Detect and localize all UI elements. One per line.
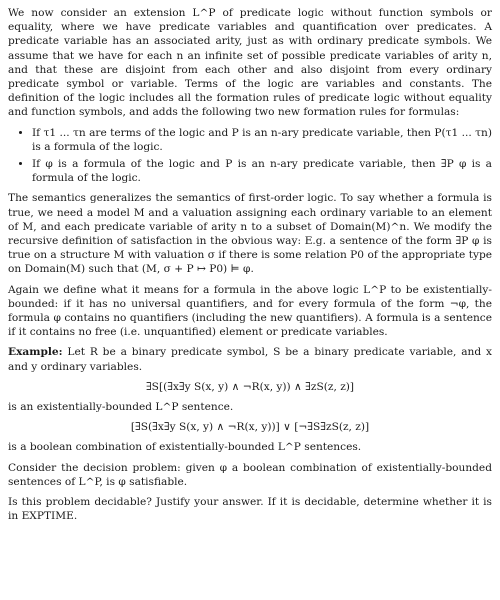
example-label: Example: bbox=[8, 346, 63, 359]
existential-paragraph: Again we define what it means for a formula in the above logic L^P to be existentially-bounded: if it has no universal quantifiers, and for every formula of the form ¬φ, the formula φ contains no quantifiers (including the new quantifiers). A formula is a sentence if it contains no free (i.e. unquantified) element or predicate variables. bbox=[8, 283, 492, 339]
decision-paragraph: Consider the decision problem: given φ a boolean combination of existentially-bounded sentences of L^P, is φ satisfiable. bbox=[8, 461, 492, 488]
formula-2-caption: is a boolean combination of existentially-bounded L^P sentences. bbox=[8, 441, 362, 454]
formula-1: ∃S[(∃x∃y S(x, y) ∧ ¬R(x, y)) ∧ ∃zS(z, z)] bbox=[145, 380, 355, 393]
example-text: Let R be a binary predicate symbol, S be a binary predicate variable, and x and y ordinary variables. bbox=[8, 346, 492, 373]
formation-rule-2: • If φ is a formula of the logic and P is an n-ary predicate variable, then ∃P φ is a formula of the logic. bbox=[32, 157, 492, 185]
intro-paragraph: We now consider an extension L^P of predicate logic without function symbols or equality, where we have predicate variables and quantification over predicates. A predicate variable has an associated arity, just as with ordinary predicate symbols. We assume that we have for each n an infinite set of possible predicate variables of arity n, and that these are disjoint from each other and also disjoint from every ordinary predicate symbol or variable. Terms of the logic are variables and constants. The definition of the logic includes all the formation rules of predicate logic without equality and function symbols, and adds the following two new formation rules for formulas: bbox=[8, 7, 492, 119]
question-paragraph: Is this problem decidable? Justify your answer. If it is decidable, determine whether it is in EXPTIME. bbox=[8, 496, 492, 523]
formation-rules-list bbox=[8, 126, 492, 186]
example-paragraph bbox=[8, 345, 492, 373]
formula-2: [∃S(∃x∃y S(x, y) ∧ ¬R(x, y))] ∨ [¬∃S∃zS(z, z)] bbox=[130, 421, 370, 434]
semantics-paragraph: The semantics generalizes the semantics of first-order logic. To say whether a formula is true, we need a model M and a valuation assigning each ordinary variable to an element of M, and each predicate variable of arity n to a subset of Domain(M)^n. We modify the recursive definition of satisfaction in the obvious way: E.g. a sentence of the form ∃P φ is true on a structure M with valuation σ if there is some relation P0 of the appropriate type on Domain(M) such that (M, σ + P ↦ P0) ⊨ φ. bbox=[8, 192, 492, 276]
formula-1-caption: is an existentially-bounded L^P sentence. bbox=[8, 401, 234, 414]
formation-rule-1: • If τ1 ... τn are terms of the logic and P is an n-ary predicate variable, then P(τ1 ... τn) is a formula of the logic. bbox=[32, 126, 492, 154]
